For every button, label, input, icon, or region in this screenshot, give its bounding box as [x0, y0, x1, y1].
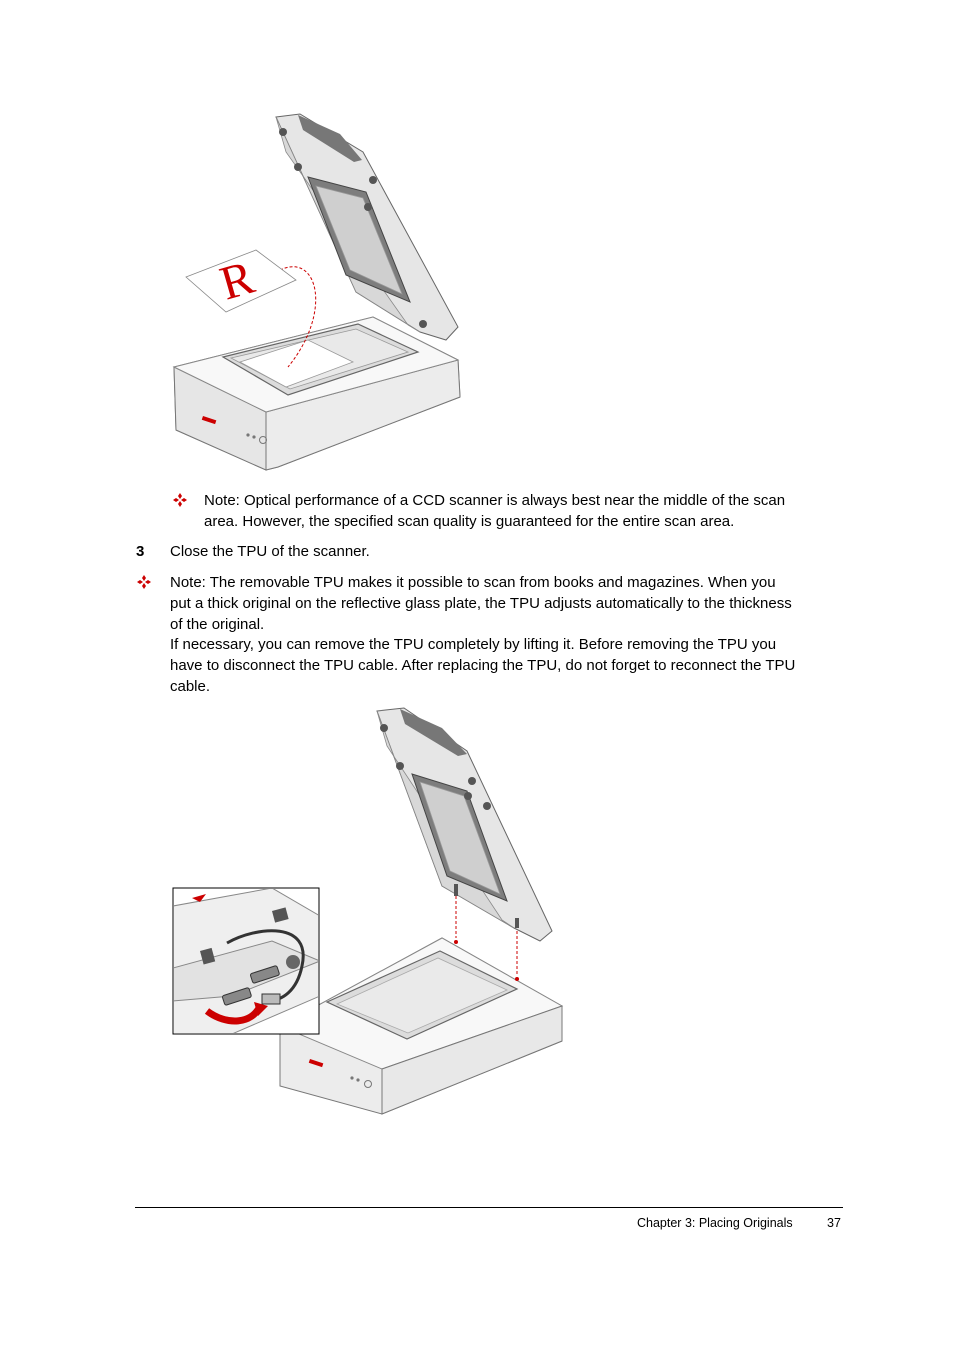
- figure-scanner-open-lid: [168, 112, 468, 477]
- footer-chapter: Chapter 3: Placing Originals: [637, 1216, 793, 1230]
- note1-line-1: Note: Optical performance of a CCD scanner is always best near the middle of the scan: [204, 492, 786, 509]
- note2-line-1: Note: The removable TPU makes it possible to scan from books and magazines. When you: [170, 574, 776, 591]
- note2-line-2: put a thick original on the reflective glass plate, the TPU adjusts automatically to the thickness: [170, 594, 792, 612]
- note2-line-5: have to disconnect the TPU cable. After replacing the TPU, do not forget to reconnect the TPU: [170, 657, 796, 675]
- note2-line-4: If necessary, you can remove the TPU completely by lifting it. Before removing the TPU you: [170, 636, 777, 654]
- scanner-illustration-1: [168, 112, 468, 477]
- note2-line-6: cable.: [170, 677, 211, 695]
- step-3-text: Close the TPU of the scanner.: [170, 543, 370, 560]
- diamond-bullet-icon: [137, 575, 151, 589]
- scanner-illustration-2: [172, 706, 567, 1118]
- footer-page-number: 37: [827, 1216, 841, 1230]
- diamond-bullet-icon: [173, 493, 187, 507]
- original-letter: R: [214, 250, 260, 311]
- footer-rule: [135, 1207, 843, 1208]
- note-removable-tpu: [170, 573, 850, 698]
- figure-tpu-removal: [172, 706, 567, 1118]
- note2-line-3: of the original.: [170, 615, 265, 633]
- note-optical-performance: [204, 491, 844, 533]
- note1-line-2: area. However, the specified scan quality is guaranteed for the entire scan area.: [204, 512, 735, 530]
- step-number: 3: [136, 543, 145, 560]
